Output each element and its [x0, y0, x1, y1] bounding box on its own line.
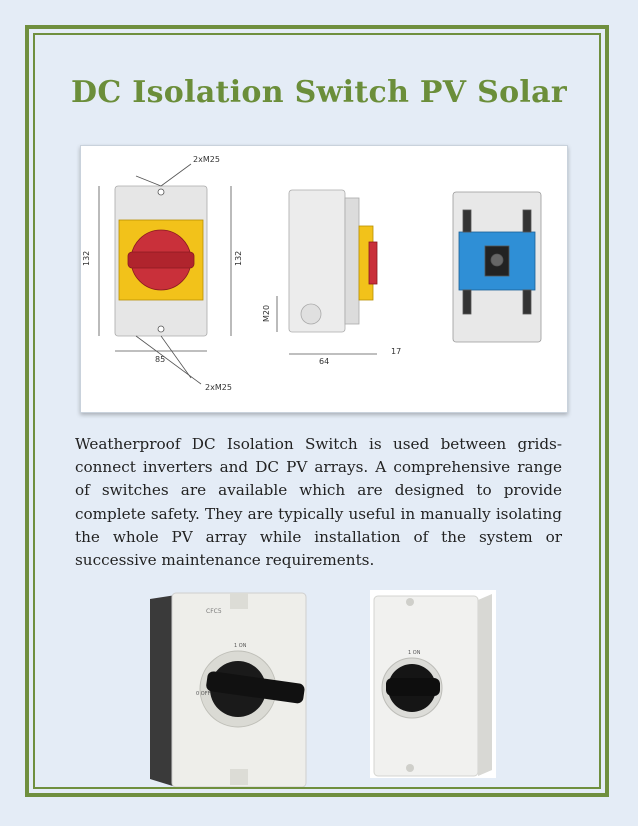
height-label-right: 132	[234, 250, 243, 266]
dimension-label-bottom: 2xM25	[205, 383, 232, 392]
height-label-left: 132	[82, 250, 91, 266]
photo-left-label: CFC5	[206, 608, 222, 615]
thread-label: M20	[262, 304, 271, 322]
photo-right-on: 1 ON	[408, 650, 421, 656]
description-paragraph: Weatherproof DC Isolation Switch is used between grids-connect inverters and DC PV arrays. A comprehensive range of switches are available which are designed to provide complete safety. They are typically useful in manually isolating the whole PV array while installation of the system or successive maintenance requirements.	[75, 435, 562, 570]
product-photo-left	[146, 591, 310, 787]
photo-left-off: 0 OFF	[196, 691, 211, 697]
photo-left-on: 1 ON	[234, 643, 247, 649]
technical-drawing	[80, 145, 568, 413]
width-label: 85	[155, 355, 166, 364]
page-title: DC Isolation Switch PV Solar	[71, 75, 567, 110]
dimension-diagram	[81, 146, 567, 412]
product-photo-right	[370, 590, 496, 778]
knob-depth-label: 17	[391, 347, 402, 356]
dimension-label-top: 2xM25	[193, 155, 220, 164]
depth-label: 64	[319, 357, 330, 366]
